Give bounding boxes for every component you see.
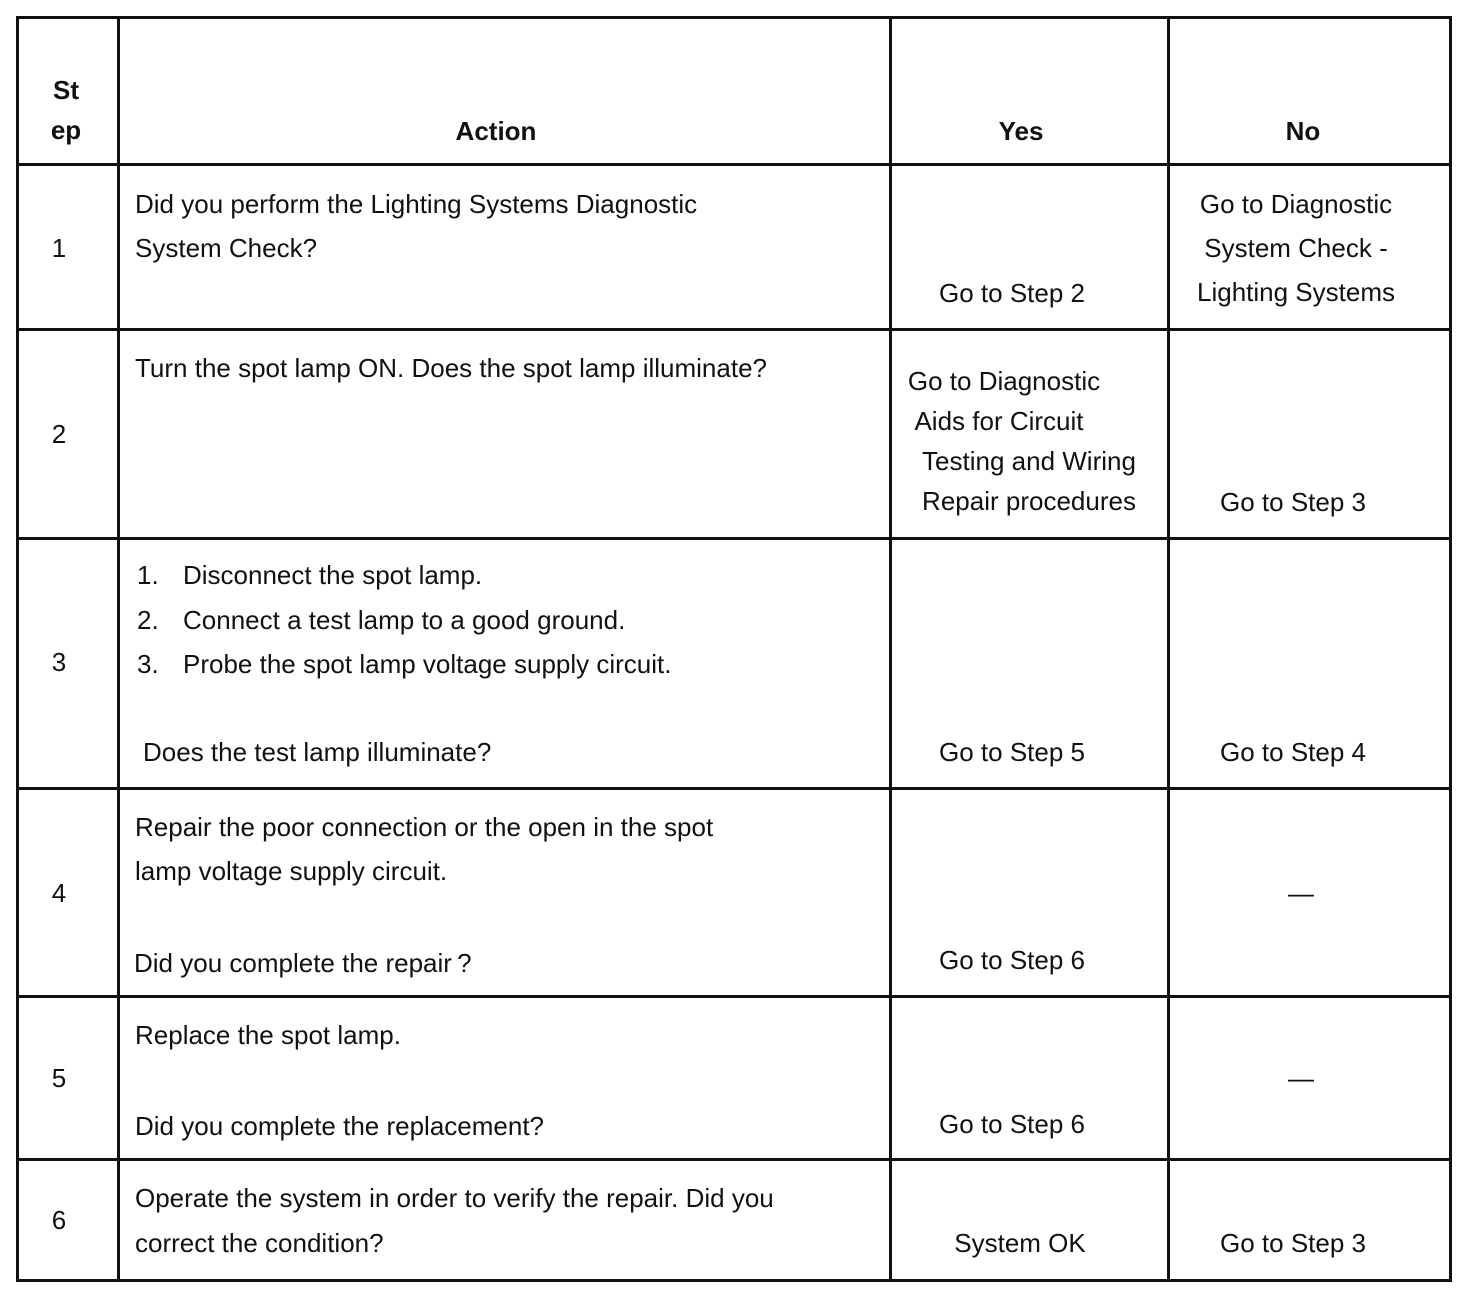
- column-divider: [889, 16, 892, 1282]
- yes-link[interactable]: Go to Diagnostic Aids for Circuit Testing and Wiring Repair procedures: [907, 366, 1136, 516]
- step-number: 6: [51, 1205, 67, 1235]
- row-divider: [16, 163, 1452, 166]
- list-item: 3. Probe the spot lamp voltage supply circuit.: [137, 649, 672, 679]
- action-text: Repair the poor connection or the open in the spot: [135, 812, 714, 842]
- header-step: St ep: [50, 75, 82, 145]
- no-link[interactable]: Go to Step 4: [1220, 737, 1366, 767]
- column-divider: [117, 16, 120, 1282]
- action-text: Did you perform the Lighting Systems Diagnostic: [135, 189, 698, 219]
- action-text: Operate the system in order to verify the repair. Did you: [135, 1183, 774, 1213]
- list-item: 1. Disconnect the spot lamp.: [137, 560, 483, 590]
- yes-link[interactable]: Go to Step 6: [939, 1109, 1085, 1139]
- yes-link[interactable]: Go to Step 6: [939, 945, 1085, 975]
- yes-link[interactable]: Go to Step 5: [939, 737, 1085, 767]
- yes-result[interactable]: System OK: [954, 1228, 1086, 1258]
- header-no: No: [1285, 116, 1321, 146]
- table-border-right: [1449, 16, 1452, 1282]
- header-action: Action: [455, 116, 537, 146]
- header-yes: Yes: [998, 116, 1044, 146]
- question-text: Did you complete the replacement?: [135, 1111, 545, 1141]
- yes-link[interactable]: Go to Step 2: [939, 278, 1085, 308]
- step-number: 4: [51, 878, 67, 908]
- question-text: Did you complete the repair ?: [134, 948, 472, 978]
- step-number: 1: [51, 233, 67, 263]
- table-border-top: [16, 16, 1452, 19]
- row-divider: [16, 995, 1452, 998]
- no-dash: —: [1288, 1063, 1314, 1093]
- no-link[interactable]: Go to Step 3: [1220, 487, 1366, 517]
- list-item: 2. Connect a test lamp to a good ground.: [137, 605, 626, 635]
- step-number: 5: [51, 1063, 67, 1093]
- no-link[interactable]: Go to Diagnostic System Check - Lighting Systems: [1197, 189, 1395, 307]
- action-text: Replace the spot lamp.: [135, 1020, 401, 1050]
- table-border-bottom: [16, 1279, 1452, 1282]
- row-divider: [16, 328, 1452, 331]
- action-text: correct the condition?: [135, 1228, 384, 1258]
- row-divider: [16, 537, 1452, 540]
- action-text: Turn the spot lamp ON. Does the spot lamp illuminate?: [135, 353, 767, 383]
- row-divider: [16, 1158, 1452, 1161]
- no-link[interactable]: Go to Step 3: [1220, 1228, 1366, 1258]
- row-divider: [16, 787, 1452, 790]
- question-text: Does the test lamp illuminate?: [143, 737, 492, 767]
- action-text: lamp voltage supply circuit.: [135, 856, 448, 886]
- action-text: System Check?: [135, 233, 318, 263]
- step-number: 3: [51, 647, 67, 677]
- step-number: 2: [51, 419, 67, 449]
- no-dash: —: [1288, 878, 1314, 908]
